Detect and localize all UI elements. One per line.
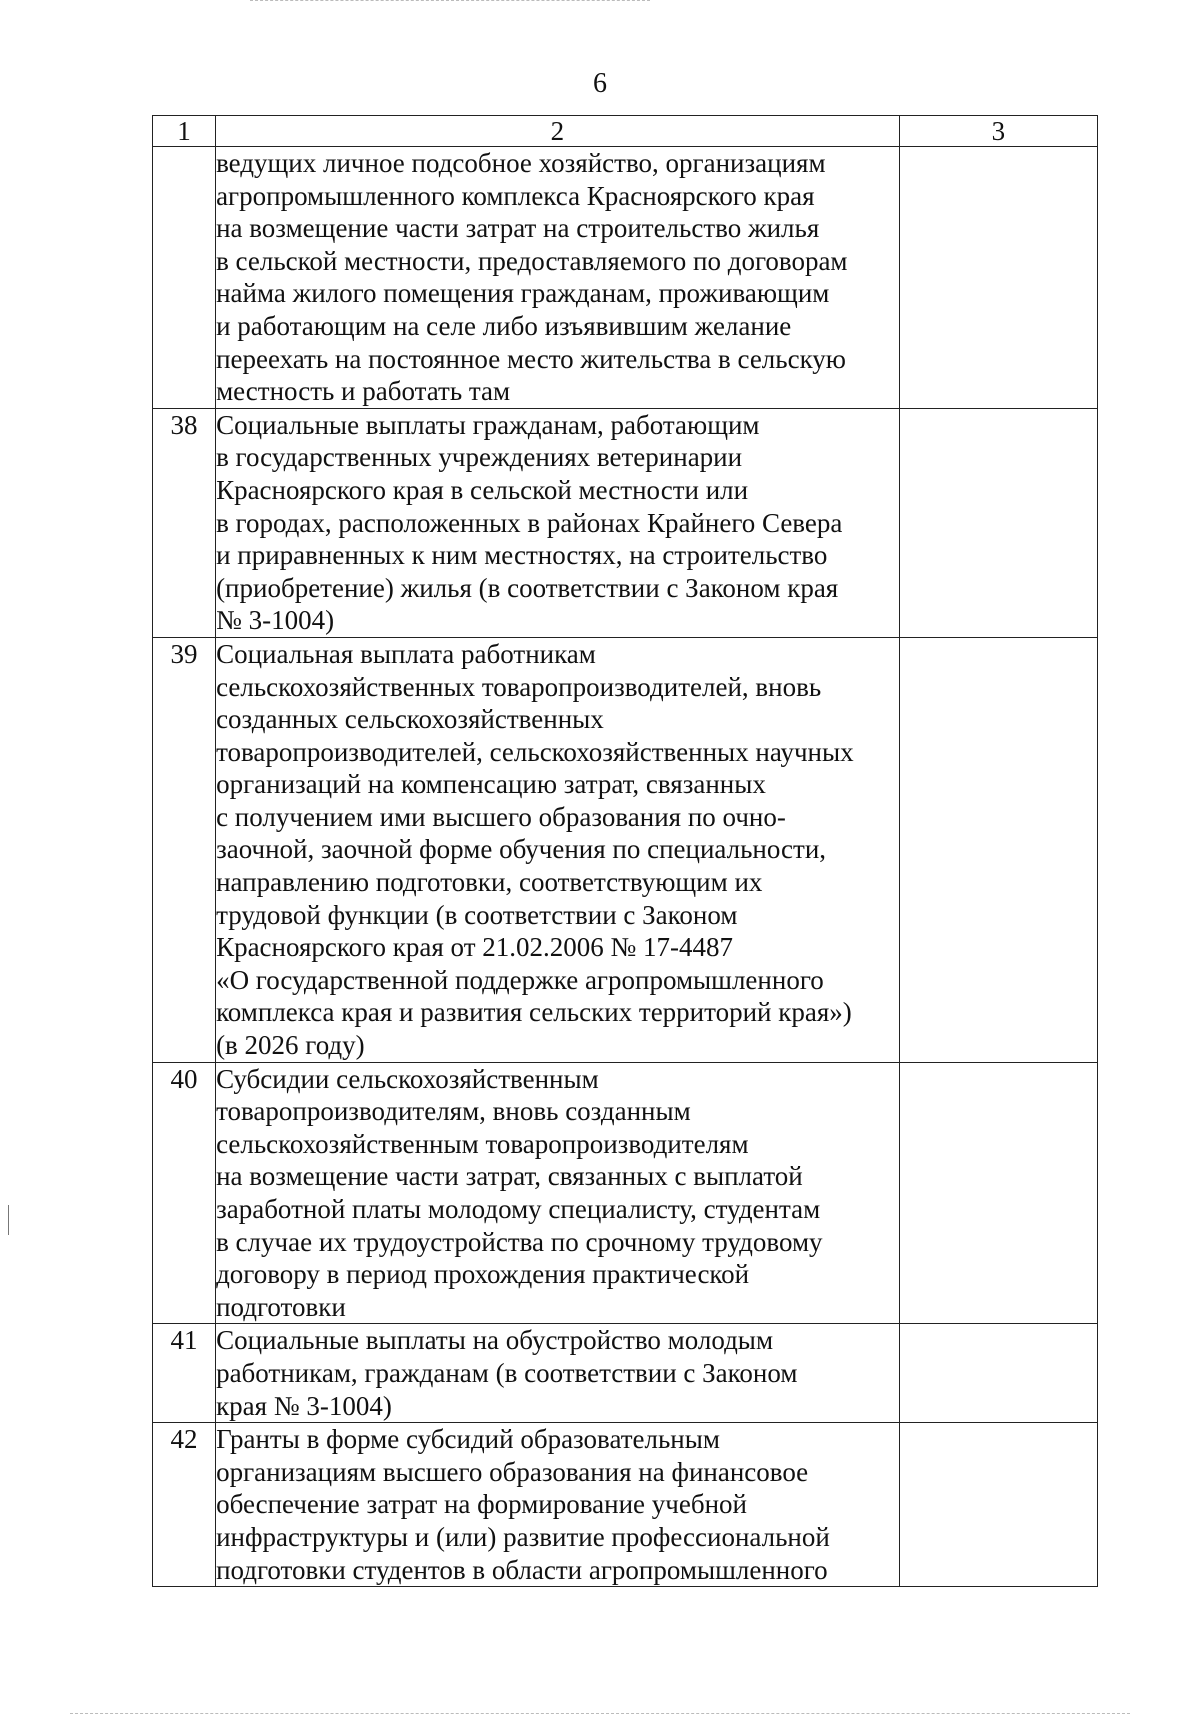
- header-cell-2: 2: [216, 116, 900, 147]
- description-line: в случае их трудоустройства по срочному трудовому: [216, 1226, 823, 1257]
- description-line: трудовой функции (в соответствии с Законом: [216, 899, 738, 930]
- description-line: комплекса края и развития сельских территорий края»): [216, 997, 852, 1028]
- row-description-cell: [216, 147, 900, 409]
- row-column-3-cell: [899, 1324, 1097, 1423]
- row-number-cell: 41: [153, 1324, 216, 1423]
- row-number-cell: 42: [153, 1423, 216, 1587]
- description-line: сельскохозяйственных товаропроизводителей, вновь: [216, 671, 822, 702]
- description-line: заочной, заочной форме обучения по специальности,: [216, 834, 827, 865]
- description-line: договору в период прохождения практической: [216, 1259, 750, 1290]
- scan-top-edge: [250, 0, 650, 2]
- row-column-3-cell: [899, 1423, 1097, 1587]
- header-cell-1: 1: [153, 116, 216, 147]
- row-description-cell: [216, 1324, 900, 1423]
- description-line: товаропроизводителей, сельскохозяйственных научных: [216, 736, 854, 767]
- description-line: работникам, гражданам (в соответствии с Законом: [216, 1357, 798, 1388]
- description-line: Красноярского края в сельской местности или: [216, 474, 749, 505]
- description-line: переехать на постоянное место жительства в сельскую: [216, 343, 846, 374]
- description-line: заработной платы молодому специалисту, студентам: [216, 1194, 821, 1224]
- row-column-3-cell: [899, 1062, 1097, 1324]
- description-line: Социальная выплата работникам: [216, 638, 596, 669]
- row-number-cell: 40: [153, 1062, 216, 1324]
- description-line: Гранты в форме субсидий образовательным: [216, 1424, 720, 1455]
- description-line: на возмещение части затрат на строительство жилья: [216, 213, 820, 244]
- description-line: инфраструктуры и (или) развитие профессиональной: [216, 1521, 830, 1552]
- description-line: товаропроизводителям, вновь созданным: [216, 1096, 691, 1127]
- scan-bottom-edge: [70, 1713, 1130, 1715]
- description-line: местность и работать там: [216, 376, 511, 407]
- description-line: обеспечение затрат на формирование учебной: [216, 1489, 747, 1520]
- description-line: в сельской местности, предоставляемого по договорам: [216, 245, 848, 276]
- description-line: (приобретение) жилья (в соответствии с Законом края: [216, 572, 839, 603]
- row-description-cell: [216, 408, 900, 637]
- description-line: сельскохозяйственным товаропроизводителям: [216, 1128, 749, 1159]
- description-line: и приравненных к ним местностях, на строительство: [216, 540, 828, 571]
- description-line: (в 2026 году): [216, 1030, 365, 1061]
- table-row: [153, 147, 1098, 409]
- document-table: [152, 115, 1098, 1587]
- description-line: № 3-1004): [216, 605, 335, 636]
- row-number-cell: 39: [153, 637, 216, 1062]
- description-line: созданных сельскохозяйственных: [216, 704, 604, 735]
- row-column-3-cell: [899, 408, 1097, 637]
- row-description-cell: [216, 1062, 900, 1324]
- table-row: [153, 637, 1098, 1062]
- description-line: Субсидии сельскохозяйственным: [216, 1063, 599, 1094]
- description-line: организаций на компенсацию затрат, связанных: [216, 769, 766, 800]
- description-line: агропромышленного комплекса Красноярского края: [216, 180, 815, 211]
- table-row: [153, 1423, 1098, 1587]
- description-line: «О государственной поддержке агропромышленного: [216, 964, 824, 995]
- description-line: направлению подготовки, соответствующим их: [216, 867, 763, 898]
- description-line: Социальные выплаты гражданам, работающим: [216, 409, 760, 440]
- table-body: [153, 116, 1098, 1587]
- row-column-3-cell: [899, 147, 1097, 409]
- row-column-3-cell: [899, 637, 1097, 1062]
- row-number-cell: 38: [153, 408, 216, 637]
- description-line: в городах, расположенных в районах Крайнего Севера: [216, 507, 843, 538]
- description-line: подготовки студентов в области агропромышленного: [216, 1554, 828, 1585]
- description-line: Социальные выплаты на обустройство молодым: [216, 1325, 774, 1356]
- description-line: с получением ими высшего образования по очно-: [216, 801, 786, 832]
- row-description-cell: [216, 637, 900, 1062]
- description-line: края № 3-1004): [216, 1390, 392, 1421]
- scan-margin-mark: [8, 1205, 9, 1235]
- table-header-row: [153, 116, 1098, 147]
- description-line: на возмещение части затрат, связанных с выплатой: [216, 1161, 803, 1192]
- table-row: [153, 1062, 1098, 1324]
- description-line: Красноярского края от 21.02.2006 № 17-4487: [216, 932, 733, 963]
- description-line: подготовки: [216, 1291, 346, 1322]
- table-row: [153, 408, 1098, 637]
- row-description-cell: [216, 1423, 900, 1587]
- description-line: и работающим на селе либо изъявившим желание: [216, 310, 792, 341]
- description-line: ведущих личное подсобное хозяйство, организациям: [216, 148, 826, 178]
- row-number-cell: [153, 147, 216, 409]
- description-line: в государственных учреждениях ветеринарии: [216, 442, 743, 473]
- page-number: 6: [593, 68, 607, 99]
- header-cell-3: 3: [899, 116, 1097, 147]
- table-row: [153, 1324, 1098, 1423]
- description-line: найма жилого помещения гражданам, проживающим: [216, 278, 830, 309]
- description-line: организациям высшего образования на финансовое: [216, 1456, 809, 1487]
